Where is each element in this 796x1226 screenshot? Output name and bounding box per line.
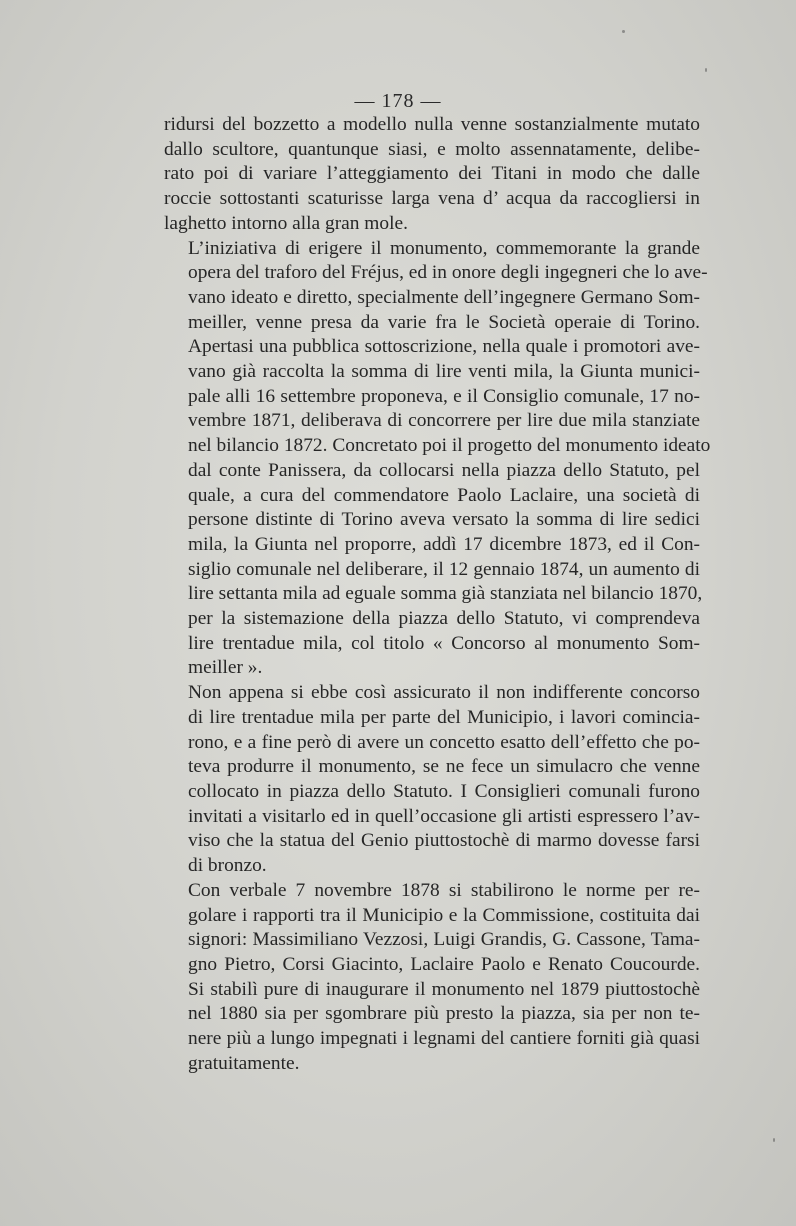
text-line: L’iniziativa di erigere il monumento, commemorante la grande	[188, 237, 700, 259]
text-line: per la sistemazione della piazza dello Statuto, vi comprendeva	[188, 608, 700, 630]
text-line: golare i rapporti tra il Municipio e la Commissione, costituita dai	[188, 904, 700, 926]
text-line: signori: Massimiliano Vezzosi, Luigi Grandis, G. Cassone, Tama-	[188, 929, 700, 951]
text-line: vano ideato e diretto, specialmente dell’ingegnere Germano Som-	[188, 286, 700, 308]
text-line: Non appena si ebbe così assicurato il non indifferente concorso	[188, 682, 700, 704]
text-line: viso che la statua del Genio piuttostochè di marmo dovesse farsi	[188, 830, 700, 852]
text-line: Apertasi una pubblica sottoscrizione, nella quale i promotori ave-	[188, 336, 700, 358]
text-line: rato poi di variare l’atteggiamento dei Titani in modo che dalle	[164, 163, 700, 185]
paragraph	[164, 879, 700, 1077]
text-line: Si stabilì pure di inaugurare il monumento nel 1879 piuttostochè	[188, 978, 700, 1000]
text-line: vano già raccolta la somma di lire venti mila, la Giunta munici-	[188, 361, 700, 383]
text-line: mila, la Giunta nel proporre, addì 17 dicembre 1873, ed il Con-	[188, 533, 700, 555]
text-line: nel 1880 sia per sgombrare più presto la piazza, sia per non te-	[188, 1003, 700, 1025]
text-line: vembre 1871, deliberava di concorrere per lire due mila stanziate	[188, 410, 700, 432]
text-line: laghetto intorno alla gran mole.	[164, 212, 408, 234]
text-line: pale alli 16 settembre proponeva, e il Consiglio comunale, 17 no-	[188, 385, 700, 407]
text-line: collocato in piazza dello Statuto. I Consiglieri comunali furono	[188, 780, 700, 802]
text-line: gratuitamente.	[188, 1052, 300, 1074]
paragraph	[164, 237, 711, 682]
paragraph	[164, 681, 700, 879]
page-number: — 178 —	[354, 90, 442, 112]
paper-speck	[705, 68, 707, 72]
paper-speck	[773, 1138, 775, 1142]
text-line: roccie sottostanti scaturisse larga vena d’ acqua da raccogliersi in	[164, 188, 700, 210]
text-line: di bronzo.	[188, 855, 267, 877]
text-line: Con verbale 7 novembre 1878 si stabilirono le norme per re-	[188, 879, 700, 901]
text-line: nere più a lungo impegnati i legnami del cantiere forniti già quasi	[188, 1028, 700, 1050]
text-line: siglio comunale nel deliberare, il 12 gennaio 1874, un aumento di	[188, 558, 700, 580]
text-line: invitati a visitarlo ed in quell’occasione gli artisti espressero l’av-	[188, 805, 700, 827]
text-line: teva produrre il monumento, se ne fece un simulacro che venne	[188, 756, 700, 778]
text-line: gno Pietro, Corsi Giacinto, Laclaire Paolo e Renato Coucourde.	[188, 953, 700, 975]
text-line: meiller ».	[188, 657, 263, 679]
text-line: dallo scultore, quantunque siasi, e molto assennatamente, delibe-	[164, 138, 700, 160]
text-line: quale, a cura del commendatore Paolo Laclaire, una società di	[188, 484, 700, 506]
text-line: nel bilancio 1872. Concretato poi il progetto del monumento ideato	[188, 435, 711, 457]
text-line: di lire trentadue mila per parte del Municipio, i lavori comincia-	[188, 706, 700, 728]
text-line: lire settanta mila ad eguale somma già stanziata nel bilancio 1870,	[188, 583, 703, 605]
text-line: rono, e a fine però di avere un concetto esatto dell’effetto che po-	[188, 731, 700, 753]
text-line: lire trentadue mila, col titolo « Concorso al monumento Som-	[188, 632, 700, 654]
body-text	[164, 113, 711, 1076]
text-line: persone distinte di Torino aveva versato la somma di lire sedici	[188, 509, 700, 531]
paper-speck	[622, 30, 625, 33]
paragraph	[164, 113, 700, 237]
text-line: dal conte Panissera, da collocarsi nella piazza dello Statuto, pel	[188, 459, 700, 481]
text-line: meiller, venne presa da varie fra le Società operaie di Torino.	[188, 311, 700, 333]
text-line: ridursi del bozzetto a modello nulla venne sostanzialmente mutato	[164, 114, 700, 135]
text-line: opera del traforo del Fréjus, ed in onore degli ingegneri che lo ave-	[188, 262, 708, 284]
